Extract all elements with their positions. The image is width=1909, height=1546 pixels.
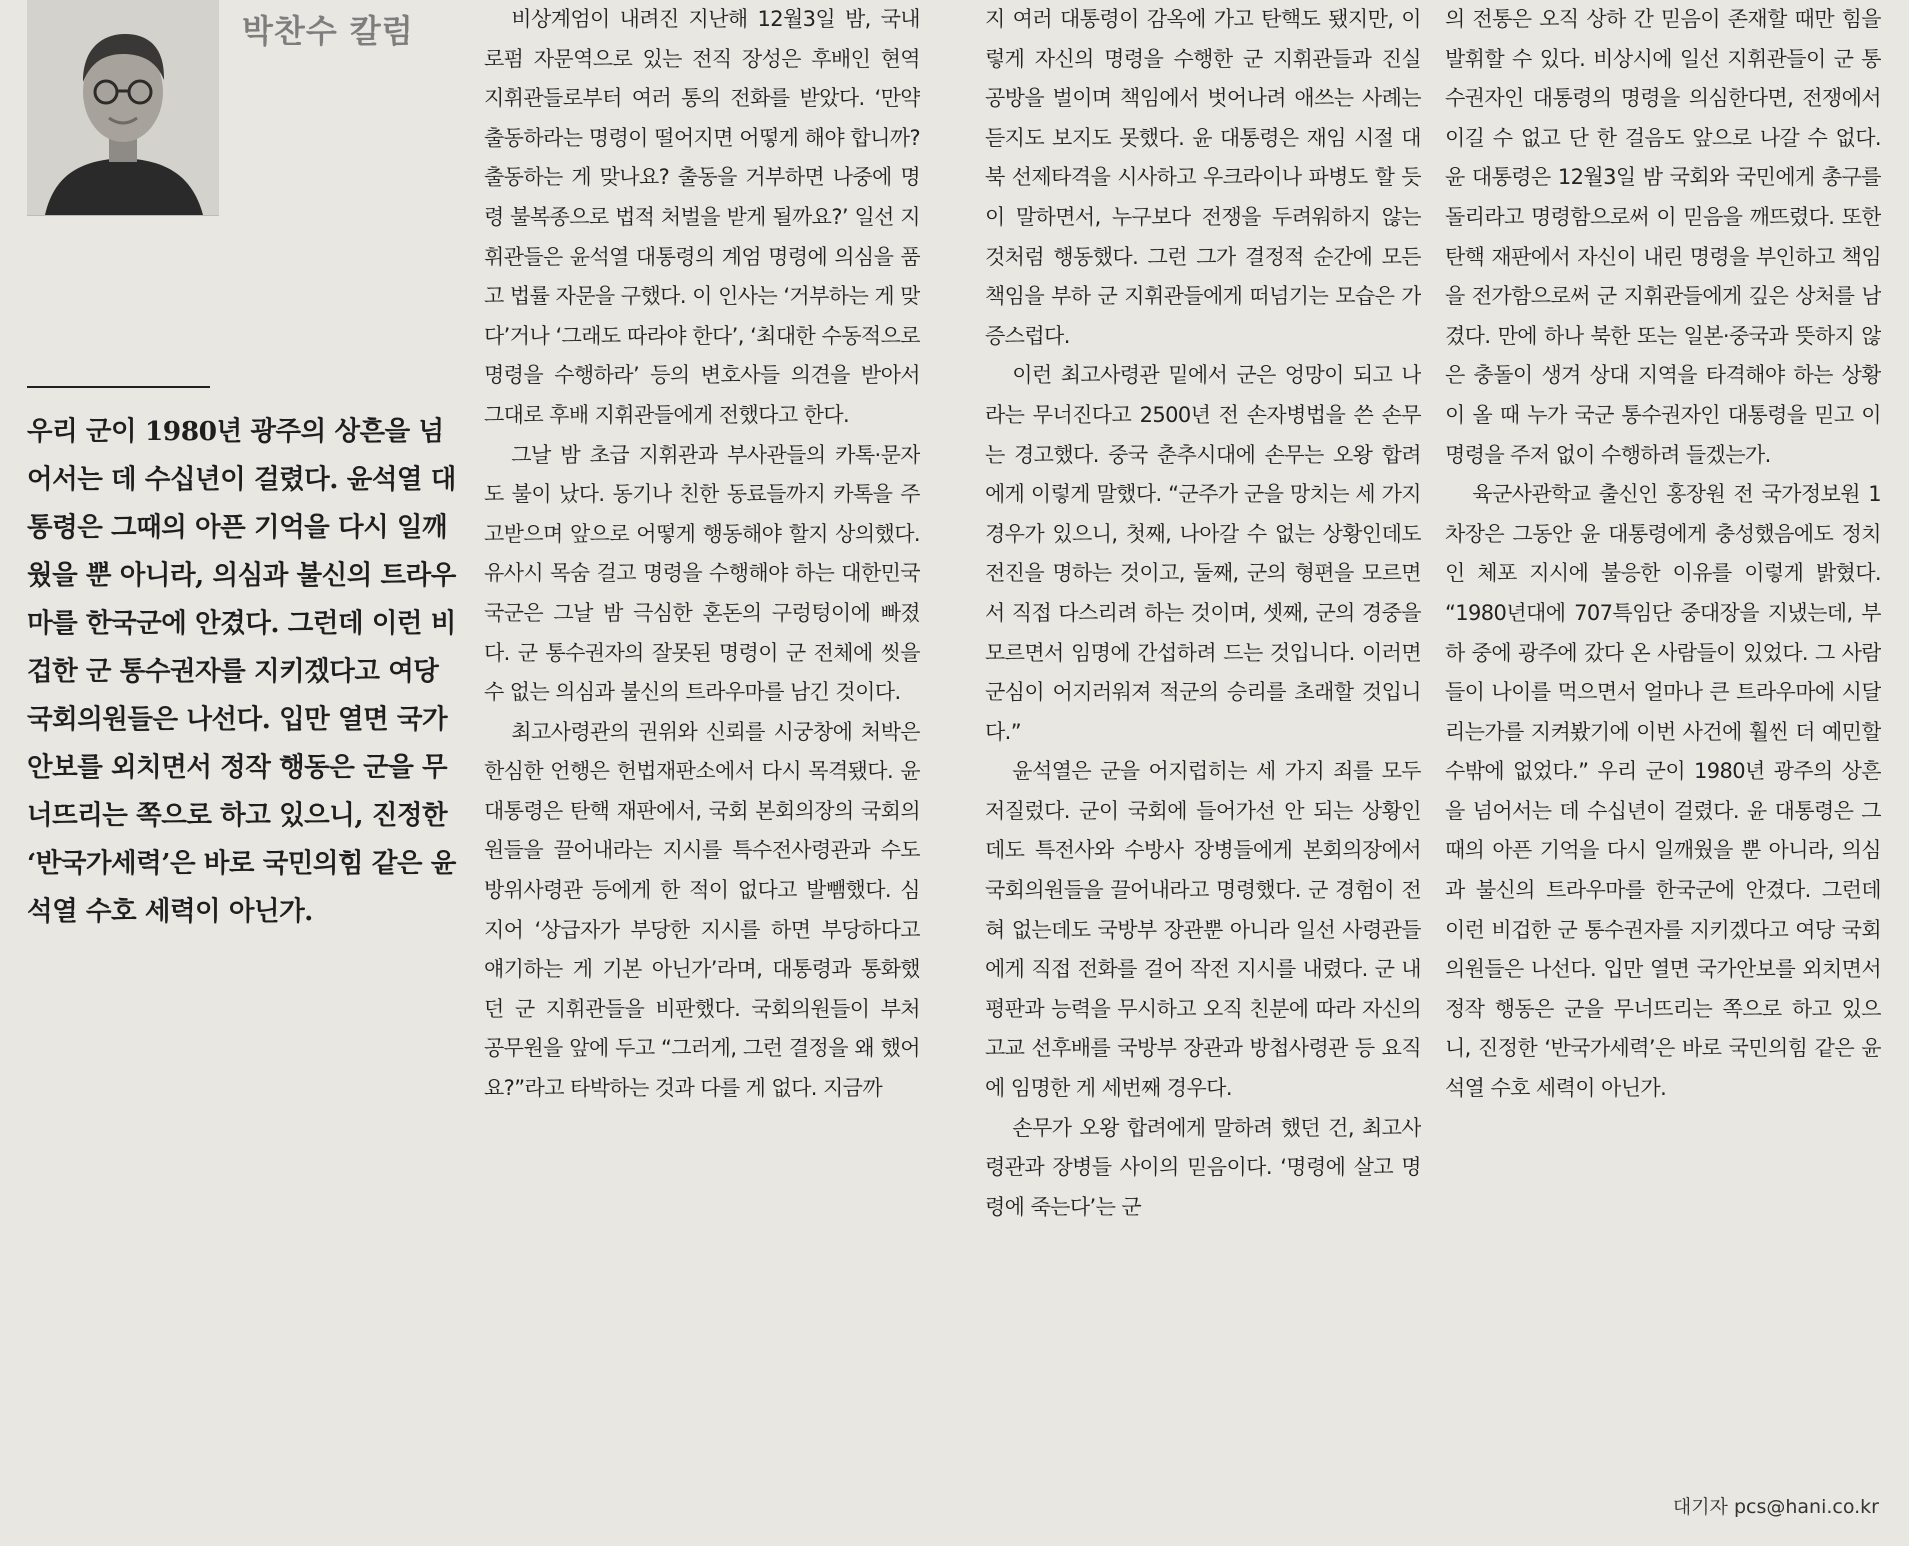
text-column-3 [1445,0,1881,1520]
paragraph: 윤석열은 군을 어지럽히는 세 가지 죄를 모두 저질렀다. 군이 국회에 들어가선 안 되는 상황인데도 특전사와 수방사 장병들에게 본회의장에서 국회의원들을 끌어내라고 명령했다. 군 경험이 전혀 없는데도 국방부 장관뿐 아니라 일선 사령관들에게 직접 전화를 걸어 작전 지시를 내렸다. 군 내 평판과 능력을 무시하고 오직 친분에 따라 자신의 고교 선후배를 국방부 장관과 방첩사령관 등 요직에 임명한 게 세번째 경우다. [985,759,1421,1101]
paragraph: 의 전통은 오직 상하 간 믿음이 존재할 때만 힘을 발휘할 수 있다. 비상시에 일선 지휘관들이 군 통수권자인 대통령의 명령을 의심한다면, 전쟁에서 이길 수 없고 단 한 걸음도 앞으로 나갈 수 없다. 윤 대통령은 12월3일 밤 국회와 국민에게 총구를 돌리라고 명령함으로써 이 믿음을 깨뜨렸다. 또한 탄핵 재판에서 자신이 내린 명령을 부인하고 책임을 전가함으로써 군 지휘관들에게 깊은 상처를 남겼다. 만에 하나 북한 또는 일본·중국과 뜻하지 않은 충돌이 생겨 상대 지역을 타격해야 하는 상황이 올 때 누가 국군 통수권자인 대통령을 믿고 이 명령을 주저 없이 수행하려 들겠는가. [1445,7,1881,467]
text-column-2 [985,0,1421,1520]
author-portrait-image [27,0,219,215]
paragraph: 비상계엄이 내려진 지난해 12월3일 밤, 국내 로펌 자문역으로 있는 전직 장성은 후배인 현역 지휘관들로부터 여러 통의 전화를 받았다. ‘만약 출동하라는 명령이 떨어지면 어떻게 해야 합니까? 출동하는 게 맞나요? 출동을 거부하면 나중에 명령 불복종으로 법적 처벌을 받게 될까요?’ 일선 지휘관들은 윤석열 대통령의 계엄 명령에 의심을 품고 법률 자문을 구했다. 이 인사는 ‘거부하는 게 맞다’거나 ‘그래도 따라야 한다’, ‘최대한 수동적으로 명령을 수행하라’ 등의 변호사들 의견을 받아서 그대로 후배 지휘관들에게 전했다고 한다. [484,7,920,427]
paragraph: 지 여러 대통령이 감옥에 가고 탄핵도 됐지만, 이렇게 자신의 명령을 수행한 군 지휘관들과 진실 공방을 벌이며 책임에서 벗어나려 애쓰는 사례는 듣지도 보지도 못했다. 윤 대통령은 재임 시절 대북 선제타격을 시사하고 우크라이나 파병도 할 듯이 말하면서, 누구보다 전쟁을 두려워하지 않는 것처럼 행동했다. 그런 그가 결정적 순간에 모든 책임을 부하 군 지휘관들에게 떠넘기는 모습은 가증스럽다. [985,7,1421,348]
paragraph: 손무가 오왕 합려에게 말하려 했던 건, 최고사령관과 장병들 사이의 믿음이다. ‘명령에 살고 명령에 죽는다’는 군 [985,1115,1421,1219]
paragraph: 그날 밤 초급 지휘관과 부사관들의 카톡·문자도 불이 났다. 동기나 친한 동료들까지 카톡을 주고받으며 앞으로 어떻게 행동해야 할지 상의했다. 유사시 목숨 걸고 명령을 수행해야 하는 대한민국 국군은 그날 밤 극심한 혼돈의 구렁텅이에 빠졌다. 군 통수권자의 잘못된 명령이 군 전체에 씻을 수 없는 의심과 불신의 트라우마를 남긴 것이다. [484,442,920,705]
reporter-credit: 대기자 pcs@hani.co.kr [1672,1496,1879,1518]
summary-divider [27,386,210,388]
paragraph: 최고사령관의 권위와 신뢰를 시궁창에 처박은 한심한 언행은 헌법재판소에서 다시 목격됐다. 윤 대통령은 탄핵 재판에서, 국회 본회의장의 국회의원들을 끌어내라는 지시를 특수전사령관과 수도방위사령관 등에게 한 적이 없다고 발뺌했다. 심지어 ‘상급자가 부당한 지시를 하면 부당하다고 얘기하는 게 기본 아닌가’라며, 대통령과 통화했던 군 지휘관들을 비판했다. 국회의원들이 부처 공무원을 앞에 두고 “그러게, 그런 결정을 왜 했어요?”라고 타박하는 것과 다를 게 없다. 지금까 [484,719,920,1101]
author-photo [27,0,219,216]
paragraph: 육군사관학교 출신인 홍장원 전 국가정보원 1차장은 그동안 윤 대통령에게 충성했음에도 정치인 체포 지시에 불응한 이유를 이렇게 밝혔다. “1980년대에 707특임단 중대장을 지냈는데, 부하 중에 광주에 갔다 온 사람들이 있었다. 그 사람들이 나이를 먹으면서 얼마나 큰 트라우마에 시달리는가를 지켜봤기에 이번 사건에 훨씬 더 예민할 수밖에 없었다.” 우리 군이 1980년 광주의 상흔을 넘어서는 데 수십년이 걸렸다. 윤 대통령은 그때의 아픈 기억을 다시 일깨웠을 뿐 아니라, 의심과 불신의 트라우마를 한국군에 안겼다. 그런데 이런 비겁한 군 통수권자를 지키겠다고 여당 국회의원들은 나선다. 입만 열면 국가안보를 외치면서 정작 행동은 군을 무너뜨리는 쪽으로 하고 있으니, 진정한 ‘반국가세력’은 바로 국민의힘 같은 윤석열 수호 세력이 아닌가. [1445,482,1881,1101]
column-byline: 박찬수 칼럼 [242,12,414,50]
paragraph: 이런 최고사령관 밑에서 군은 엉망이 되고 나라는 무너진다고 2500년 전 손자병법을 쓴 손무는 경고했다. 중국 춘추시대에 손무는 오왕 합려에게 이렇게 말했다. “군주가 군을 망치는 세 가지 경우가 있으니, 첫째, 나아갈 수 없는 상황인데도 전진을 명하는 것이고, 둘째, 군의 형편을 모르면서 직접 다스리려 하는 것이며, 셋째, 군의 경중을 모르면서 임명에 간섭하려 드는 것입니다. 이러면 군심이 어지러워져 적군의 승리를 초래할 것입니다.” [985,363,1421,744]
text-column-1 [484,0,920,1520]
summary-text: 우리 군이 1980년 광주의 상흔을 넘어서는 데 수십년이 걸렸다. 윤석열 대통령은 그때의 아픈 기억을 다시 일깨웠을 뿐 아니라, 의심과 불신의 트라우마를 한국군에 안겼다. 그런데 이런 비겁한 군 통수권자를 지키겠다고 여당 국회의원들은 나선다. 입만 열면 국가안보를 외치면서 정작 행동은 군을 무너뜨리는 쪽으로 하고 있으니, 진정한 ‘반국가세력’은 바로 국민의힘 같은 윤석열 수호 세력이 아닌가. [27,416,456,927]
column-summary [27,408,463,936]
